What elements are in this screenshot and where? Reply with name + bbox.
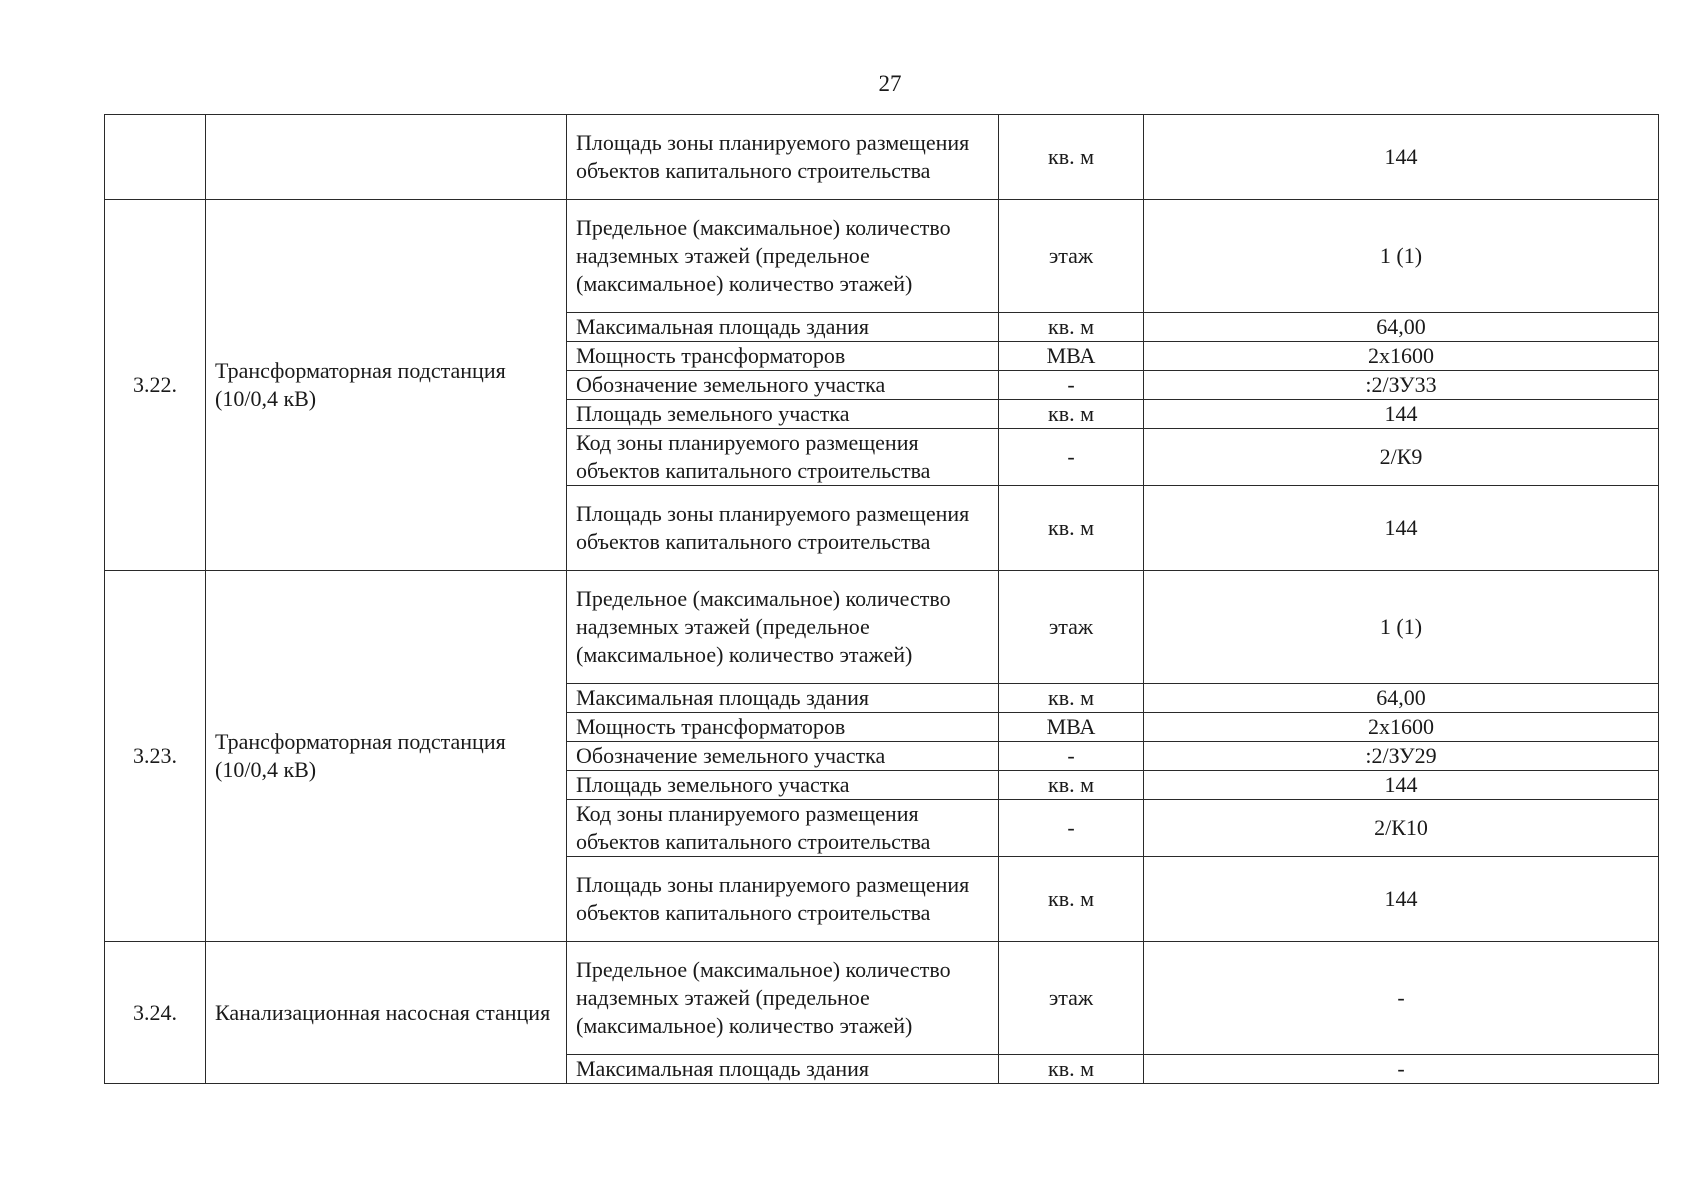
parameter-name: Предельное (максимальное) количество надземных этажей (предельное (максимальное) количество этажей) bbox=[567, 942, 999, 1055]
object-name: Трансформаторная подстанция (10/0,4 кВ) bbox=[206, 200, 567, 571]
value-cell: 2x1600 bbox=[1144, 342, 1659, 371]
value-cell: 144 bbox=[1144, 857, 1659, 942]
parameter-name: Максимальная площадь здания bbox=[567, 1055, 999, 1084]
unit-cell: этаж bbox=[999, 571, 1144, 684]
unit-cell: МВА bbox=[999, 342, 1144, 371]
page-number: 27 bbox=[878, 71, 902, 96]
value-cell: :2/ЗУ29 bbox=[1144, 742, 1659, 771]
item-number: 3.22. bbox=[105, 200, 206, 571]
value-cell: 1 (1) bbox=[1144, 200, 1659, 313]
value-cell: 2x1600 bbox=[1144, 713, 1659, 742]
unit-cell: - bbox=[999, 800, 1144, 857]
parameter-name: Предельное (максимальное) количество надземных этажей (предельное (максимальное) количество этажей) bbox=[567, 571, 999, 684]
parameter-name: Обозначение земельного участка bbox=[567, 371, 999, 400]
unit-cell: этаж bbox=[999, 942, 1144, 1055]
unit-cell: - bbox=[999, 371, 1144, 400]
unit-cell: кв. м bbox=[999, 313, 1144, 342]
parameter-name: Площадь зоны планируемого размещения объектов капитального строительства bbox=[567, 486, 999, 571]
parameter-name: Максимальная площадь здания bbox=[567, 313, 999, 342]
unit-cell: кв. м bbox=[999, 486, 1144, 571]
value-cell: 64,00 bbox=[1144, 684, 1659, 713]
parameter-name: Мощность трансформаторов bbox=[567, 713, 999, 742]
parameter-name: Площадь земельного участка bbox=[567, 400, 999, 429]
object-name: Канализационная насосная станция bbox=[206, 942, 567, 1084]
unit-cell: этаж bbox=[999, 200, 1144, 313]
parameter-name: Код зоны планируемого размещения объектов капитального строительства bbox=[567, 429, 999, 486]
parameter-name: Мощность трансформаторов bbox=[567, 342, 999, 371]
parameter-name: Обозначение земельного участка bbox=[567, 742, 999, 771]
unit-cell: МВА bbox=[999, 713, 1144, 742]
unit-cell: кв. м bbox=[999, 771, 1144, 800]
value-cell: 2/К10 bbox=[1144, 800, 1659, 857]
value-cell: - bbox=[1144, 1055, 1659, 1084]
unit-cell: - bbox=[999, 429, 1144, 486]
value-cell: :2/ЗУ33 bbox=[1144, 371, 1659, 400]
parameter-name: Максимальная площадь здания bbox=[567, 684, 999, 713]
value-cell: 1 (1) bbox=[1144, 571, 1659, 684]
item-number: 3.24. bbox=[105, 942, 206, 1084]
item-number: 3.23. bbox=[105, 571, 206, 942]
value-cell: 2/К9 bbox=[1144, 429, 1659, 486]
parameter-name: Код зоны планируемого размещения объектов капитального строительства bbox=[567, 800, 999, 857]
table-row bbox=[105, 942, 1659, 1055]
unit-cell: кв. м bbox=[999, 1055, 1144, 1084]
parameters-table bbox=[104, 114, 1659, 1084]
unit-cell: кв. м bbox=[999, 857, 1144, 942]
value-cell: 64,00 bbox=[1144, 313, 1659, 342]
object-name: Трансформаторная подстанция (10/0,4 кВ) bbox=[206, 571, 567, 942]
parameter-name: Площадь земельного участка bbox=[567, 771, 999, 800]
unit-cell: кв. м bbox=[999, 684, 1144, 713]
table-row bbox=[105, 115, 1659, 200]
table-row bbox=[105, 571, 1659, 684]
parameter-name: Площадь зоны планируемого размещения объектов капитального строительства bbox=[567, 857, 999, 942]
item-number-cell bbox=[105, 115, 206, 200]
parameter-name: Площадь зоны планируемого размещения объектов капитального строительства bbox=[567, 115, 999, 200]
value-cell: 144 bbox=[1144, 771, 1659, 800]
object-name-cell bbox=[206, 115, 567, 200]
unit-cell: кв. м bbox=[999, 400, 1144, 429]
value-cell: 144 bbox=[1144, 400, 1659, 429]
table-row bbox=[105, 200, 1659, 313]
value-cell: 144 bbox=[1144, 486, 1659, 571]
parameter-name: Предельное (максимальное) количество надземных этажей (предельное (максимальное) количество этажей) bbox=[567, 200, 999, 313]
unit-cell: - bbox=[999, 742, 1144, 771]
unit-cell: кв. м bbox=[999, 115, 1144, 200]
value-cell: - bbox=[1144, 942, 1659, 1055]
value-cell: 144 bbox=[1144, 115, 1659, 200]
